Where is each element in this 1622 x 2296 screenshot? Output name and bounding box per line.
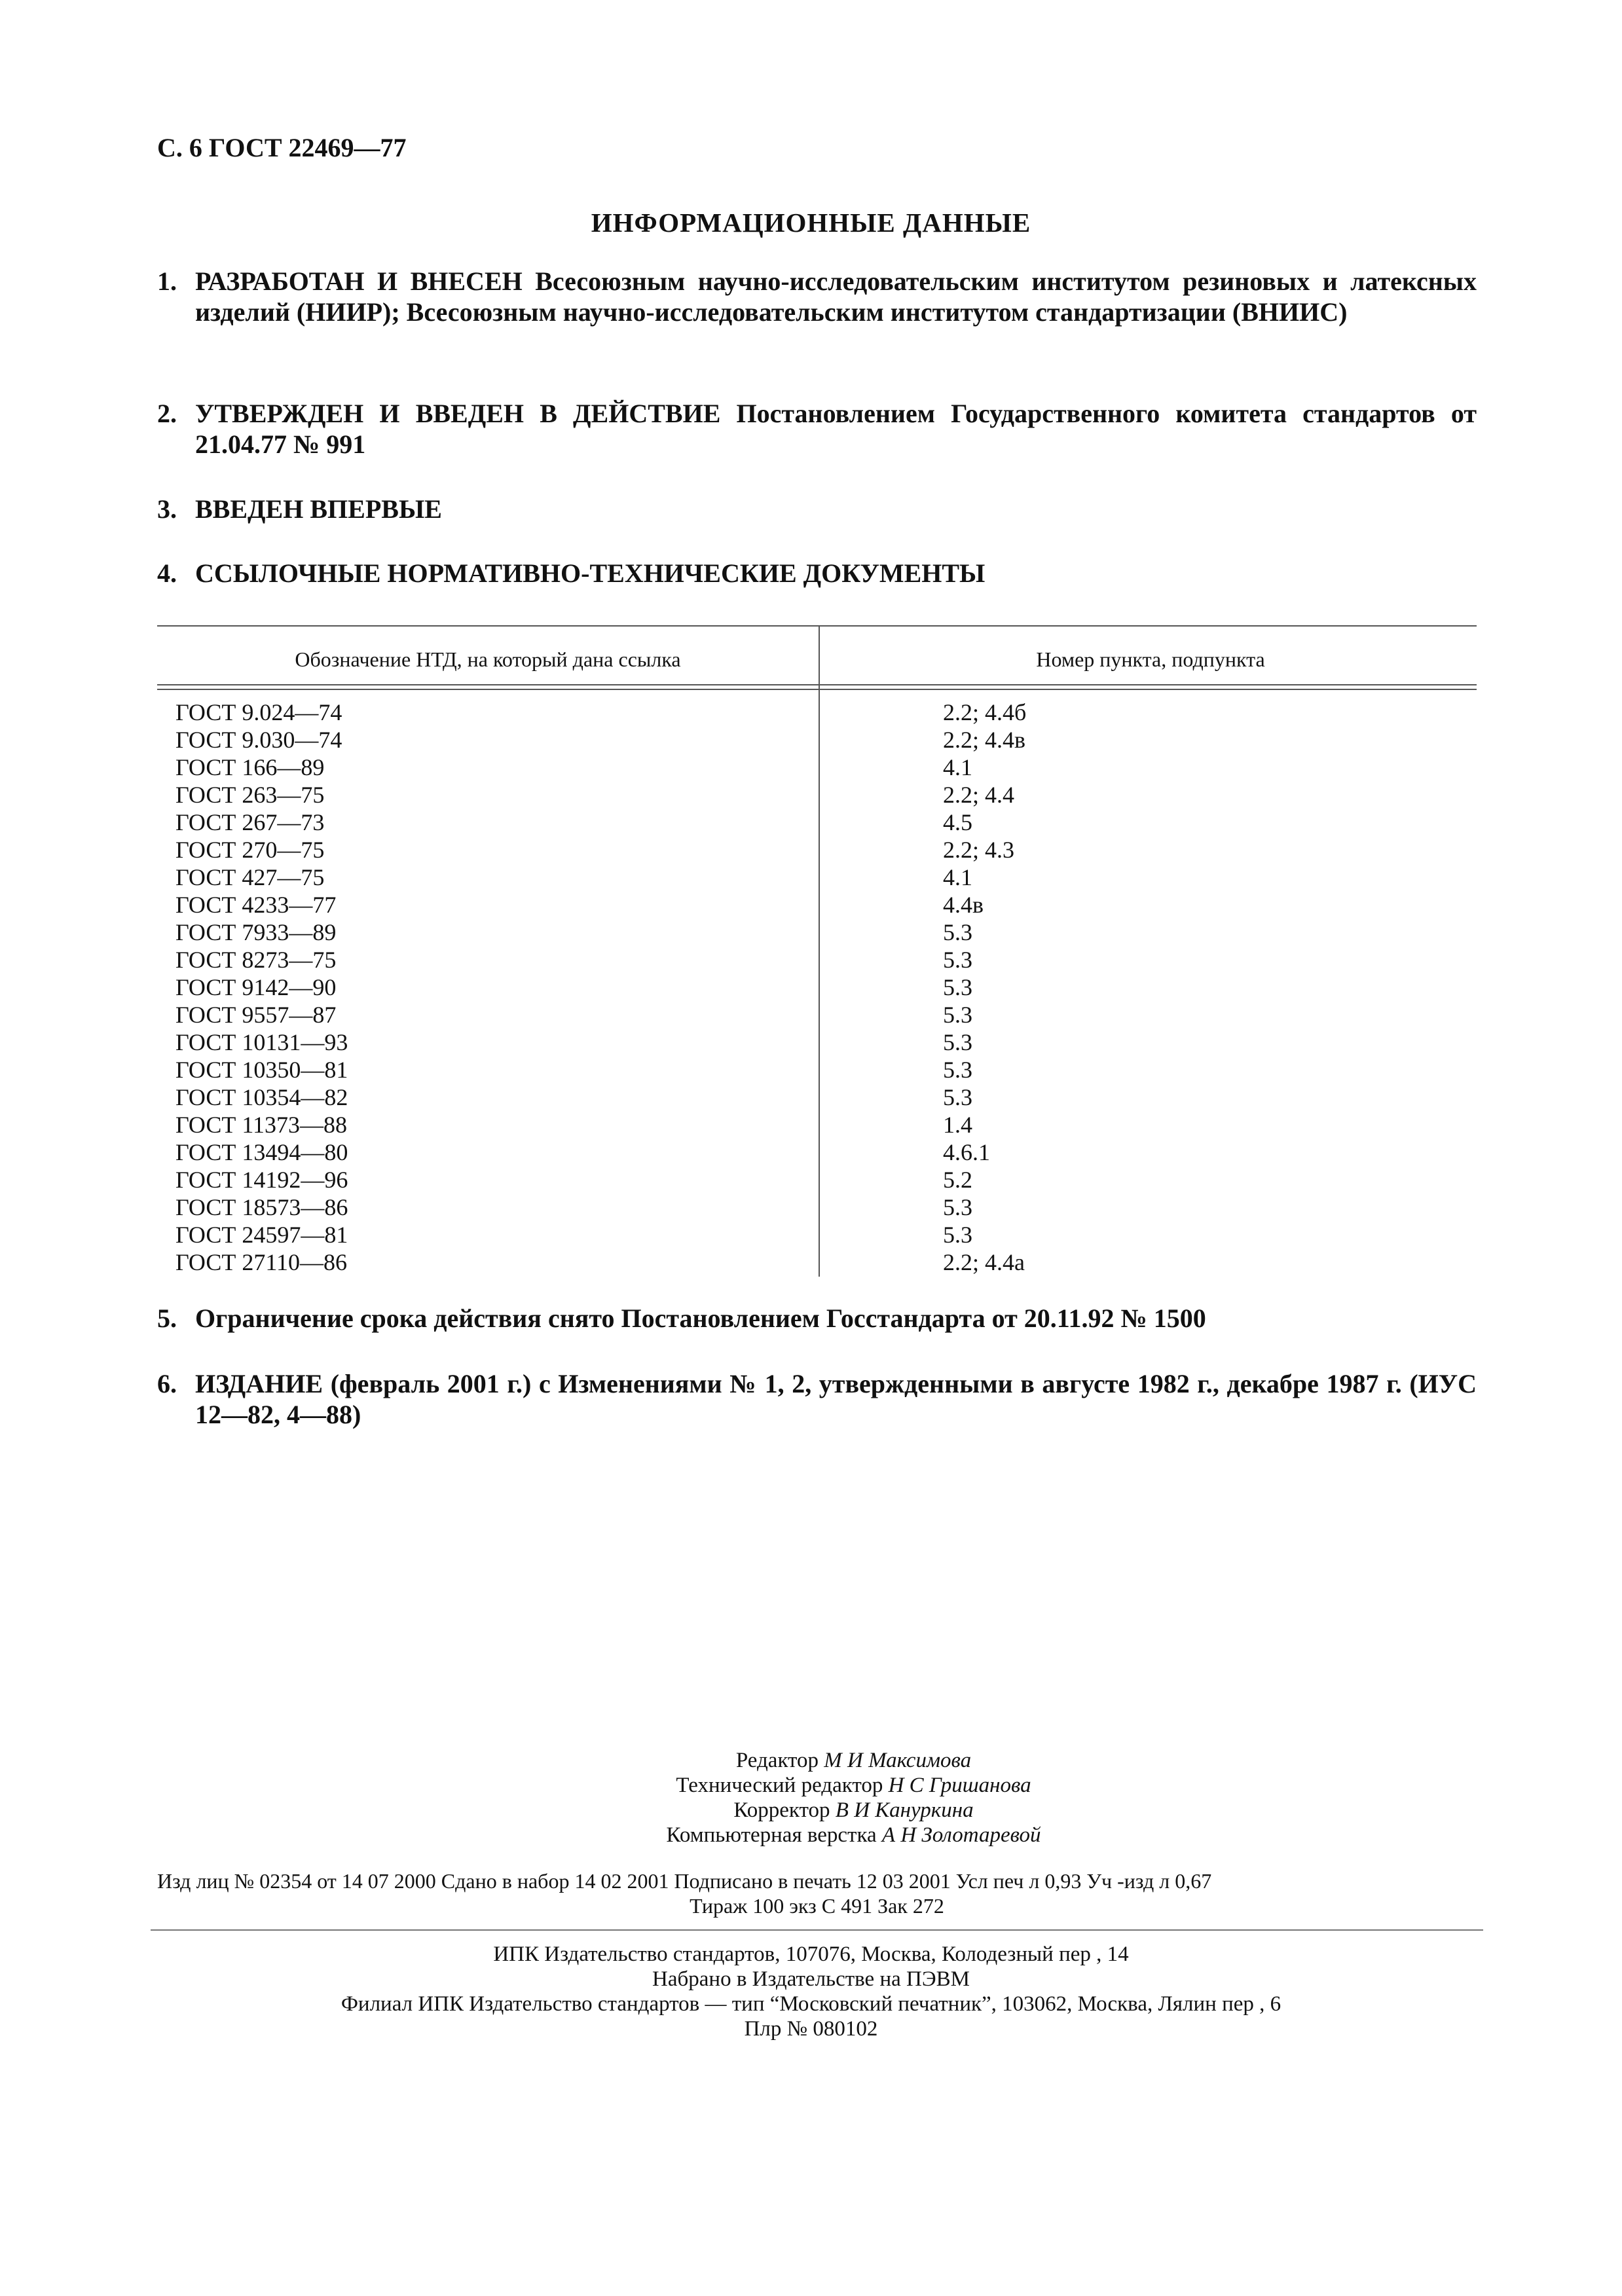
table-top-rule [157,625,1477,627]
item-lead: УТВЕРЖДЕН И ВВЕДЕН В ДЕЙСТВИЕ [195,399,721,428]
publisher-line: ИПК Издательство стандартов, 107076, Москва, Колодезный пер , 14 [493,1942,1129,1966]
print-info-line: Изд лиц № 02354 от 14 07 2000 Сдано в набор 14 02 2001 Подписано в печать 12 03 2001 Усл печ л 0,93 Уч -изд л 0,67 [157,1869,1212,1893]
table-column-clauses [943,699,1026,1276]
credit-line [0,1823,1622,1848]
table-cell-clause: 2.2; 4.4 [943,782,1015,808]
credits-staff [0,1748,1622,1848]
credit-name: М И Максимова [824,1749,972,1772]
table-cell-clause: 2.2; 4.3 [943,837,1015,863]
table-cell-document: ГОСТ 9557—87 [175,1002,337,1028]
item-text: Постановлением Государственного комитета стандартов от 21.04.77 № 991 [195,399,1477,459]
table-cell-clause: 5.3 [943,919,972,945]
table-cell-document: ГОСТ 14192—96 [175,1167,348,1193]
table-cell-document: ГОСТ 24597—81 [175,1222,348,1248]
table-cell-clause: 2.2; 4.4в [943,727,1025,753]
table-cell-clause: 5.3 [943,1222,972,1248]
table-column-documents [175,699,348,1276]
table-cell-document: ГОСТ 267—73 [175,809,325,835]
table-cell-clause: 5.3 [943,947,972,973]
table-cell-clause: 5.3 [943,974,972,1000]
table-cell-document: ГОСТ 166—89 [175,754,325,780]
footer-rule [151,1929,1483,1931]
item-lead: РАЗРАБОТАН И ВНЕСЕН [195,266,523,296]
item-text: Всесоюзным научно-исследовательским институтом резиновых и латексных изделий (НИИР); Всесоюзным научно-исследовательским институтом стандартизации (ВНИИС) [195,266,1477,327]
table-cell-document: ГОСТ 9.024—74 [175,699,342,725]
table-cell-clause: 2.2; 4.4а [943,1249,1025,1275]
table-cell-clause: 4.6.1 [943,1139,990,1165]
item-number: 5. [157,1303,177,1333]
table-cell-document: ГОСТ 263—75 [175,782,325,808]
table-cell-document: ГОСТ 9142—90 [175,974,337,1000]
credit-line [0,1748,1622,1773]
table-cell-document: ГОСТ 10354—82 [175,1084,348,1110]
table-cell-clause: 4.1 [943,754,972,780]
table-cell-document: ГОСТ 9.030—74 [175,727,342,753]
table-cell-clause: 5.2 [943,1167,972,1193]
table-cell-document: ГОСТ 27110—86 [175,1249,348,1275]
info-item-6 [157,1368,1477,1430]
credit-name: В И Кануркина [835,1798,974,1822]
page-header: С. 6 ГОСТ 22469—77 [157,133,407,162]
table-column-divider [819,625,820,1277]
table-cell-clause: 5.3 [943,1002,972,1028]
publisher-line: Плр № 080102 [744,2017,878,2041]
table-cell-document: ГОСТ 10131—93 [175,1029,348,1055]
publisher-line: Набрано в Издательстве на ПЭВМ [652,1967,970,1991]
print-info-line: Тираж 100 экз С 491 Зак 272 [690,1894,944,1918]
credit-role: Компьютерная верстка [666,1823,882,1847]
credit-role: Корректор [733,1798,836,1822]
table-cell-document: ГОСТ 13494—80 [175,1139,348,1165]
table-cell-document: ГОСТ 18573—86 [175,1194,348,1220]
credit-name: Н С Гришанова [888,1774,1031,1797]
table-cell-document: ГОСТ 4233—77 [175,892,337,918]
table-cell-clause: 5.3 [943,1084,972,1110]
credit-line [0,1798,1622,1823]
table-cell-clause: 4.5 [943,809,972,835]
item-lead: ИЗДАНИЕ [195,1369,323,1398]
table-header-document: Обозначение НТД, на который дана ссылка [295,647,681,671]
info-item-3 [157,494,1477,524]
item-number: 4. [157,558,177,588]
credit-line [0,1773,1622,1798]
credit-role: Редактор [735,1749,824,1772]
table-cell-clause: 5.3 [943,1029,972,1055]
item-text: Ограничение срока действия снято Постановлением Госстандарта от 20.11.92 № 1500 [195,1303,1206,1333]
table-header-clause: Номер пункта, подпункта [1036,647,1265,671]
item-number: 3. [157,494,177,524]
table-cell-clause: 4.4в [943,892,984,918]
info-item-1 [157,266,1477,327]
item-number: 2. [157,399,177,428]
table-cell-clause: 1.4 [943,1112,972,1138]
reference-table [157,625,1477,1280]
print-info [157,1868,1477,1918]
table-cell-document: ГОСТ 7933—89 [175,919,337,945]
publisher-line: Филиал ИПК Издательство стандартов — тип “Московский печатник”, 103062, Москва, Лялин пер , 6 [341,1992,1281,2016]
credit-name: А Н Золотаревой [881,1823,1041,1847]
section-title: ИНФОРМАЦИОННЫЕ ДАННЫЕ [591,208,1031,238]
credit-role: Технический редактор [676,1774,889,1797]
table-cell-clause: 5.3 [943,1194,972,1220]
item-lead: ССЫЛОЧНЫЕ НОРМАТИВНО-ТЕХНИЧЕСКИЕ ДОКУМЕНТЫ [195,558,986,588]
table-cell-document: ГОСТ 8273—75 [175,947,337,973]
publisher-info [0,1942,1622,2041]
item-number: 1. [157,266,177,296]
table-header-rule [157,684,1477,685]
table-cell-clause: 5.3 [943,1057,972,1083]
info-item-5 [157,1303,1477,1334]
info-item-2 [157,398,1477,460]
item-number: 6. [157,1369,177,1398]
table-cell-document: ГОСТ 11373—88 [175,1112,348,1138]
table-cell-document: ГОСТ 270—75 [175,837,325,863]
info-item-4 [157,558,1477,589]
table-cell-document: ГОСТ 427—75 [175,864,325,890]
item-text: (февраль 2001 г.) с Изменениями № 1, 2, утвержденными в августе 1982 г., декабре 1987 г. (ИУС 12—82, 4—88) [195,1369,1477,1429]
table-header-rule [157,689,1477,690]
table-cell-clause: 2.2; 4.4б [943,699,1027,725]
table-cell-document: ГОСТ 10350—81 [175,1057,348,1083]
item-lead: ВВЕДЕН ВПЕРВЫЕ [195,494,442,524]
table-cell-clause: 4.1 [943,864,972,890]
